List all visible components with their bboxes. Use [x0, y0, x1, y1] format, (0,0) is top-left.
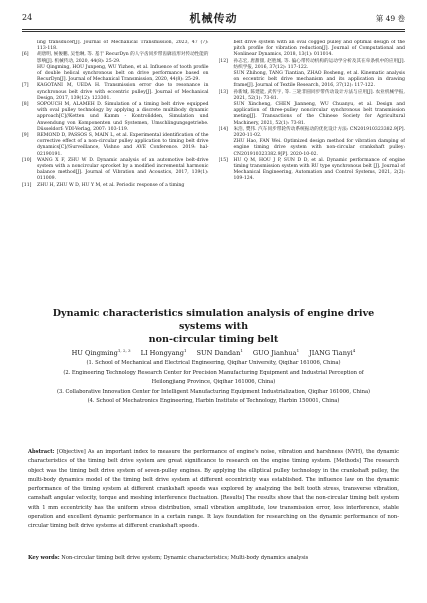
reference-text: HU Q M, HOU J P, SUN D D, et al. Dynamic performance of engine timing transmission system with RU type synchronous belt [J]. Journal of Mechanical Engineering, Automation and Control Systems, 2021, 2(2): 109-124. — [233, 157, 405, 182]
author — [197, 349, 243, 357]
reference-entry — [22, 83, 209, 102]
affiliation-line: Heilongjiang Province, Qiqihar 161006, China) — [151, 379, 276, 386]
affiliation-list — [22, 359, 405, 407]
reference-entry — [219, 90, 406, 102]
reference-entry — [219, 59, 406, 71]
page-header — [22, 10, 405, 36]
affiliation-line: (4. School of Mechatronics Engineering, Harbin Institute of Technology, Harbin 150001, China) — [87, 398, 340, 405]
reference-entry — [22, 40, 209, 52]
reference-number: [7] — [22, 83, 29, 89]
reference-text: belt drive system with an oval cogged pulley and optimal design of the pitch profile for vibration reduction[J]. Journal of Computational and Nonlinear Dynamics, 2018, 13(1): 011014. — [233, 40, 405, 58]
journal-name: 机械传动 — [189, 12, 238, 25]
reference-number — [219, 102, 234, 127]
reference-text: SUN Zhihong, TANG Tiantian, ZHAO Bosheng, et al. Kinematic analysis on eccentric belt drive mechanism and its application in drawing frame[J]. Journal of Textile Research, 2016, 37(12): 117-122. — [233, 71, 405, 89]
author-name: JIANG Tianyi — [309, 349, 353, 358]
reference-number: [9] — [22, 133, 29, 139]
reference-text: REMOND D, PASSOS S, MAIN L, et al. Experimental identification of the corrective effect of a non-circular pulley application to timing belt drive dynamics[C]//Surveillance, Vishno and AVE Conference. 2019: hal-02190191. — [37, 133, 209, 157]
author-affiliation-mark: 1 — [240, 348, 243, 353]
author-name: SUN Dandan — [196, 349, 241, 358]
keywords-text: Non-circular timing belt drive system; Dynamic characteristics; Multi-body dynamics analysis — [61, 555, 309, 561]
author — [309, 349, 355, 357]
reference-entry — [219, 158, 406, 183]
reference-text: 孙志宏, 唐甜甜, 赵胜城, 等. 偏心带传动机构的运动学分析及其在牵条机中的应用[J]. 纺织学报, 2016, 37(12): 117-122. — [233, 58, 405, 70]
reference-entry — [22, 65, 209, 84]
author — [72, 349, 131, 357]
reference-number: [13] — [218, 89, 228, 95]
paper-title — [30, 307, 397, 346]
author-name: LI Hongyang — [140, 349, 184, 358]
references-left-column — [22, 40, 209, 277]
abstract — [28, 448, 399, 532]
author-affiliation-mark: 4 — [352, 348, 356, 353]
author-list — [22, 346, 405, 358]
author-affiliation-mark: 1 — [183, 348, 187, 353]
reference-number — [219, 139, 234, 158]
reference-entry — [219, 102, 406, 127]
header-rule — [22, 29, 405, 30]
reference-number: [8] — [22, 102, 29, 108]
author-name: GUO Jianhua — [252, 349, 297, 358]
volume-label: 第 49 卷 — [375, 14, 405, 23]
reference-text: ling transducer[J]. Journal of Mechanical Transmission, 2023, 47 (7): 113-118. — [37, 40, 209, 52]
reference-text: 朱浩, 樊伟. 汽车同步带轮传动系统振动的优化设计方法: CN201910323382.9[P]. 2020-11-02. — [233, 126, 405, 139]
reference-text: WANG X F, ZHU W D. Dynamic analysis of an automotive belt-drive system with a noncircular sprocket by a modified incremental harmonic balance method[J]. Journal of Vibration and Acoustics, 2017, 139(1): 011009. — [37, 157, 209, 182]
affiliation-line: (1. School of Mechanical and Electrical Engineering, Qiqihar University, Qiqihar 161006, China) — [86, 360, 341, 366]
reference-number — [22, 40, 37, 52]
header-rule-thin — [22, 31, 405, 32]
reference-text: SOPOUCH M, ALAMEH D. Simulation of a timing belt drive equipped with oval pulley technology by applying a discrete multibody dynamic approach[C]//Ketten und Kamm - Kontrolidden, Simulation und Anwendung von Komponenten und Systemen, Umschlingungsgetriebe. Düsseldorf: VDI-Verlag, 2007: 103-119. — [37, 102, 209, 132]
reference-number: [15] — [218, 157, 228, 163]
reference-number: [10] — [22, 157, 32, 163]
reference-number — [22, 65, 37, 84]
reference-number: [14] — [218, 126, 228, 132]
reference-entry — [219, 139, 406, 158]
reference-number: [12] — [218, 58, 228, 64]
author-affiliation-mark: 1 — [296, 348, 300, 353]
reference-number: [6] — [22, 52, 29, 58]
author-affiliation-mark: 1, 2, 3 — [117, 348, 131, 353]
reference-text: SUN Xincheng, CHEN Jianneng, WU Chuanyu, et al. Design and application of three-pulley noncircular synchronous belt transmission meting[J]. Transactions of the Chinese Society for Agricultural Machinery, 2021, 52(1): 73-81. — [233, 102, 405, 126]
author — [141, 349, 187, 357]
reference-number: [11] — [22, 182, 32, 188]
keywords-label: Key words: — [28, 555, 60, 561]
reference-entry — [219, 127, 406, 139]
title-line: non-circular timing belt — [148, 334, 279, 345]
abstract-text: [Objective] As an important index to measure the performance of engine's noise, vibration and harshness (NVH), the dynamic characteristics of the timing belt drive system are great significance to research on the engine timing system. [Methods] The research object was the timing belt drive system of seven-pulley engines. By applying the elliptical pulley technology in the crankshaft pulley, the multi-body dynamics model of the timing belt drive system at different eccentricity was established. The influence law on the dynamic performance of the timing system at different crankshaft speeds was explored by analyzing the belt tooth stress, transverse vibration, camshaft angular velocity, torque and meshing interference fluctuation. [Results] The results show that the non-circular timing belt system with 1 mm eccentricity has the uniform stress distribution, small vibration amplitude, low transmission error, less interference, stable operation and excellent dynamic performance in a certain range. It lays foundation for researching on the dynamic performance of non-circular timing belt drive systems at different crankshaft speeds. — [28, 449, 399, 530]
reference-text: ZHU H, ZHU W D, HU Y M, et al. Periodic response of a timing — [37, 182, 185, 188]
reference-text: 胡唐明, 候俊鹏, 吴怡琳, 等. 基于 RecurDyn 的人字齿同步带齿廓齿形对传动性能的影响[J]. 机械传动, 2020, 44(8): 25-29. — [37, 52, 209, 64]
page-number: 24 — [22, 13, 33, 22]
author — [253, 349, 299, 357]
reference-number — [219, 40, 234, 59]
reference-entry — [22, 133, 209, 158]
affiliation-line: (3. Collaborative Innovation Center for Intelligent Manufacturing Equipment Industrialization, Qiqihar 161006, China) — [56, 388, 371, 395]
keywords — [28, 554, 399, 563]
author-name: HU Qingming — [71, 349, 118, 358]
reference-entry — [219, 71, 406, 90]
reference-text: KAGOTANI M, UEDA H. Transmission error due to resonance in synchronous belt drive with eccentric pulley[J]. Journal of Mechanical Design, 2017, 139(12): 123301. — [37, 83, 209, 101]
affiliation-line: (2. Engineering Technology Research Center for Precision Manufacturing Equipment and Industrial Perception of — [63, 369, 364, 376]
reference-entry — [22, 52, 209, 64]
reference-text: 孙新城, 陈建能, 武传宇, 等. 三轮非圆同步带传动设计方法与应用[J]. 农业机械学报, 2021, 52(1): 73-81. — [233, 89, 405, 101]
reference-number — [219, 71, 234, 90]
title-line: Dynamic characteristics simulation analysis of engine drive systems with — [52, 308, 375, 332]
reference-text: HU Qingming, HOU Junpeng, WU Yizhen, et al. Influence of tooth profile of double helical synchronous belt on drive performance based on RecurDyn[J]. Journal of Mechanical Transmission, 2020, 44(8): 25-29. — [37, 64, 209, 83]
reference-entry — [219, 40, 406, 59]
references-section — [22, 40, 405, 277]
abstract-label: Abstract: — [28, 449, 55, 455]
reference-entry — [22, 183, 209, 189]
reference-entry — [22, 158, 209, 183]
reference-text: ZHU Hao, FAN Wei. Optimized design method for vibration damping of engine timing drive system with non-circular crankshaft pulley: CN201910323382.9[P]. 2020-10-02. — [233, 139, 405, 157]
references-right-column — [219, 40, 406, 277]
reference-entry — [22, 102, 209, 133]
